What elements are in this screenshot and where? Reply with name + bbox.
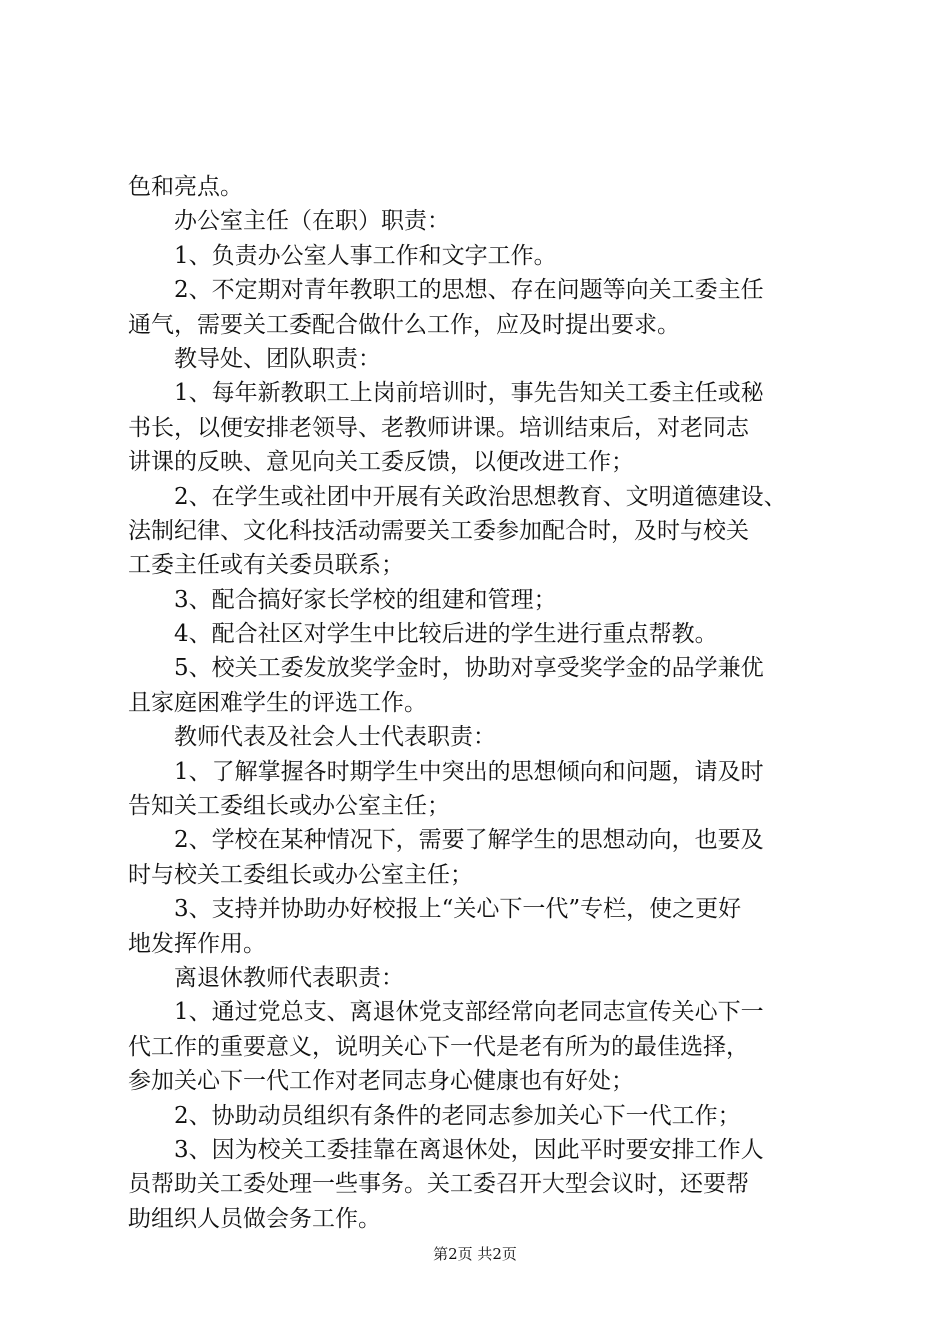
text-line: 告知关工委组长或办公室主任； [128,793,450,820]
text-line: 1、了解掌握各时期学生中突出的思想倾向和问题，请及时 [174,758,764,785]
text-line: 5、校关工委发放奖学金时，协助对享受奖学金的品学兼优 [174,655,764,682]
text-line: 且家庭困难学生的评选工作。 [128,689,427,716]
text-line: 代工作的重要意义，说明关心下一代是老有所为的最佳选择， [128,1033,749,1060]
text-line: 离退休教师代表职责： [174,964,404,991]
text-line: 3、配合搞好家长学校的组建和管理； [174,586,557,613]
text-line: 4、配合社区对学生中比较后进的学生进行重点帮教。 [174,621,718,648]
text-line: 1、负责办公室人事工作和文字工作。 [174,242,557,269]
document-body [128,170,828,1236]
text-line: 2、在学生或社团中开展有关政治思想教育、文明道德建设、 [174,483,787,510]
page-footer: 第2页 共2页 [433,1245,517,1263]
text-line: 1、每年新教职工上岗前培训时，事先告知关工委主任或秘 [174,380,764,407]
text-line: 教导处、团队职责： [174,345,381,372]
text-line: 时与校关工委组长或办公室主任； [128,861,473,888]
text-line: 3、因为校关工委挂靠在离退休处，因此平时要安排工作人 [174,1136,764,1163]
text-line: 教师代表及社会人士代表职责： [174,724,496,751]
text-line: 讲课的反映、意见向关工委反馈，以便改进工作； [128,449,634,476]
text-line: 书长，以便安排老领导、老教师讲课。培训结束后，对老同志 [128,414,749,441]
text-line: 色和亮点。 [128,174,243,200]
text-line: 1、通过党总支、离退休党支部经常向老同志宣传关心下一 [174,999,764,1026]
text-line: 地发挥作用。 [128,930,266,957]
text-line: 助组织人员做会务工作。 [128,1205,381,1232]
text-line: 员帮助关工委处理一些事务。关工委召开大型会议时，还要帮 [128,1171,749,1198]
text-line: 通气，需要关工委配合做什么工作，应及时提出要求。 [128,311,680,338]
text-line: 参加关心下一代工作对老同志身心健康也有好处； [128,1068,634,1095]
text-line: 工委主任或有关委员联系； [128,552,404,579]
text-line: 2、学校在某种情况下，需要了解学生的思想动向，也要及 [174,827,764,854]
text-line: 3、支持并协助办好校报上“关心下一代”专栏，使之更好 [174,896,742,923]
text-line: 办公室主任（在职）职责： [174,208,450,235]
text-line: 2、协助动员组织有条件的老同志参加关心下一代工作； [174,1102,741,1129]
text-line: 法制纪律、文化科技活动需要关工委参加配合时，及时与校关 [128,517,749,544]
text-line: 2、不定期对青年教职工的思想、存在问题等向关工委主任 [174,277,764,304]
